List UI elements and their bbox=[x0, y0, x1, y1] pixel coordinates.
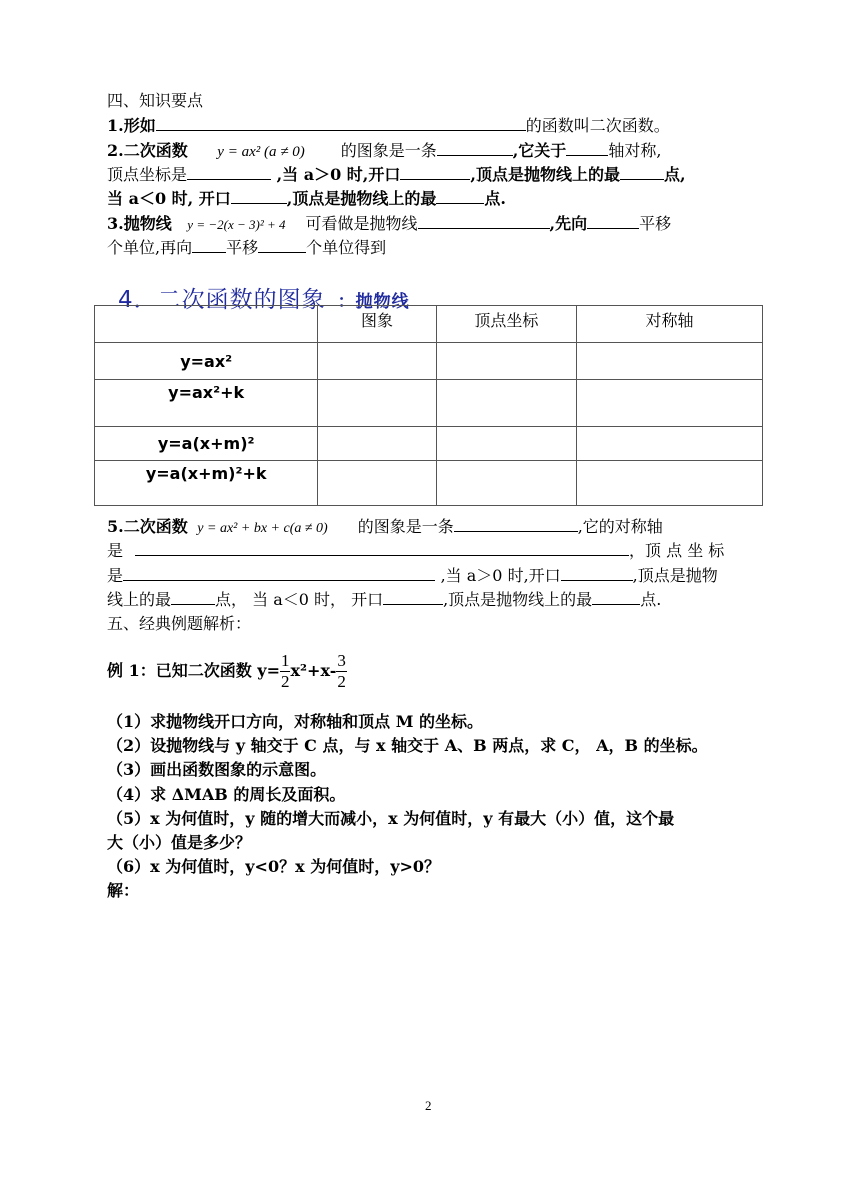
question-6: （6）x 为何值时，y<0？x 为何值时，y>0？ bbox=[107, 857, 441, 876]
blank[interactable] bbox=[156, 115, 526, 131]
blank[interactable] bbox=[566, 140, 608, 156]
blank[interactable] bbox=[231, 188, 287, 204]
answer-cell[interactable] bbox=[436, 461, 576, 506]
blank[interactable] bbox=[383, 589, 443, 605]
answer-cell[interactable] bbox=[577, 343, 763, 380]
blank[interactable] bbox=[592, 589, 640, 605]
blank[interactable] bbox=[192, 237, 226, 253]
blank[interactable] bbox=[620, 164, 664, 180]
page-number: 2 bbox=[425, 1098, 432, 1113]
answer-cell[interactable] bbox=[577, 380, 763, 427]
answer-label: 解： bbox=[107, 881, 140, 900]
blank[interactable] bbox=[123, 565, 435, 581]
question-5: （5）x 为何值时，y 随的增大而减小，x 为何值时，y 有最大（小）值，这个最 bbox=[107, 809, 675, 828]
blank[interactable] bbox=[436, 188, 484, 204]
parabola-table bbox=[94, 305, 763, 506]
table-subtitle: ：抛物线 bbox=[337, 292, 410, 312]
header-cell bbox=[95, 306, 318, 343]
line-6: 个单位,再向 平移 个单位得到 bbox=[107, 238, 387, 257]
function-cell: y=a(x+m)² bbox=[95, 427, 318, 461]
answer-cell[interactable] bbox=[318, 343, 436, 380]
blank[interactable] bbox=[437, 140, 513, 156]
question-4: （4）求 ΔMAB 的周长及面积。 bbox=[107, 785, 346, 804]
item5-line-4: 线上的最 点， 当 a＜0 时， 开口 ,顶点是抛物线上的最 点. bbox=[107, 590, 662, 609]
question-5-cont: 大（小）值是多少？ bbox=[107, 833, 252, 852]
item5-line-1: 5.二次函数 y = ax² + bx + c(a ≠ 0) 的图象是一条 ,它的对称轴 bbox=[107, 517, 663, 536]
blank[interactable] bbox=[418, 213, 550, 229]
header-cell: 对称轴 bbox=[577, 306, 763, 343]
table-row bbox=[95, 380, 763, 427]
answer-cell[interactable] bbox=[436, 427, 576, 461]
example-1: 例 1：已知二次函数 y= $\frac{1}{2}$ x²+x- $\frac{3}{2}$ bbox=[107, 651, 346, 691]
answer-cell[interactable] bbox=[318, 427, 436, 461]
blank[interactable] bbox=[171, 589, 215, 605]
question-2: （2）设抛物线与 y 轴交于 C 点，与 x 轴交于 A、B 两点，求 C， A，B 的坐标。 bbox=[107, 736, 708, 755]
fraction: $\frac{3}{2}$ bbox=[337, 651, 346, 691]
table-row bbox=[95, 461, 763, 506]
blank[interactable] bbox=[400, 164, 470, 180]
header-cell: 图象 bbox=[318, 306, 436, 343]
table-title: 4．二次函数的图象 ：抛物线 bbox=[118, 287, 410, 313]
item5-line-2: 是 ，顶 点 坐 标 bbox=[107, 541, 725, 560]
line-3: 顶点坐标是 ,当 a＞0 时,开口 ,顶点是抛物线上的最 点, bbox=[107, 165, 686, 184]
header-cell: 顶点坐标 bbox=[436, 306, 576, 343]
formula: y = ax² + bx + c(a ≠ 0) bbox=[197, 521, 328, 536]
answer-cell[interactable] bbox=[577, 427, 763, 461]
section-heading-4: 四、知识要点 bbox=[107, 91, 204, 110]
formula: y = −2(x − 3)² + 4 bbox=[187, 217, 286, 232]
line-5: 3.抛物线 y = −2(x − 3)² + 4 可看做是抛物线 ,先向 平移 bbox=[107, 214, 672, 233]
blank[interactable] bbox=[187, 164, 271, 180]
blank[interactable] bbox=[258, 237, 306, 253]
table-row bbox=[95, 427, 763, 461]
answer-cell[interactable] bbox=[436, 343, 576, 380]
section-heading-5: 五、经典例题解析： bbox=[107, 614, 252, 633]
answer-cell[interactable] bbox=[577, 461, 763, 506]
table-row bbox=[95, 343, 763, 380]
answer-cell[interactable] bbox=[318, 461, 436, 506]
table-header-row bbox=[95, 306, 763, 343]
answer-cell[interactable] bbox=[318, 380, 436, 427]
formula: y = ax² (a ≠ 0) bbox=[217, 144, 305, 160]
question-3: （3）画出函数图象的示意图。 bbox=[107, 760, 327, 779]
blank[interactable] bbox=[561, 565, 633, 581]
blank[interactable] bbox=[454, 516, 578, 532]
line-1: 1.形如 的函数叫二次函数。 bbox=[107, 116, 670, 135]
line-2: 2.二次函数 y = ax² (a ≠ 0) 的图象是一条 ,它关于 轴对称, bbox=[107, 141, 662, 160]
blank[interactable] bbox=[135, 540, 629, 556]
function-cell: y=ax² bbox=[95, 343, 318, 380]
function-cell: y=a(x+m)²+k bbox=[95, 461, 318, 506]
function-cell: y=ax²+k bbox=[95, 380, 318, 427]
question-1: （1）求抛物线开口方向，对称轴和顶点 M 的坐标。 bbox=[107, 712, 483, 731]
fraction: $\frac{1}{2}$ bbox=[280, 651, 290, 691]
answer-cell[interactable] bbox=[436, 380, 576, 427]
item5-line-3: 是 ,当 a＞0 时,开口 ,顶点是抛物 bbox=[107, 566, 718, 585]
blank[interactable] bbox=[587, 213, 639, 229]
line-4: 当 a＜0 时, 开口 ,顶点是抛物线上的最 点. bbox=[107, 189, 506, 208]
